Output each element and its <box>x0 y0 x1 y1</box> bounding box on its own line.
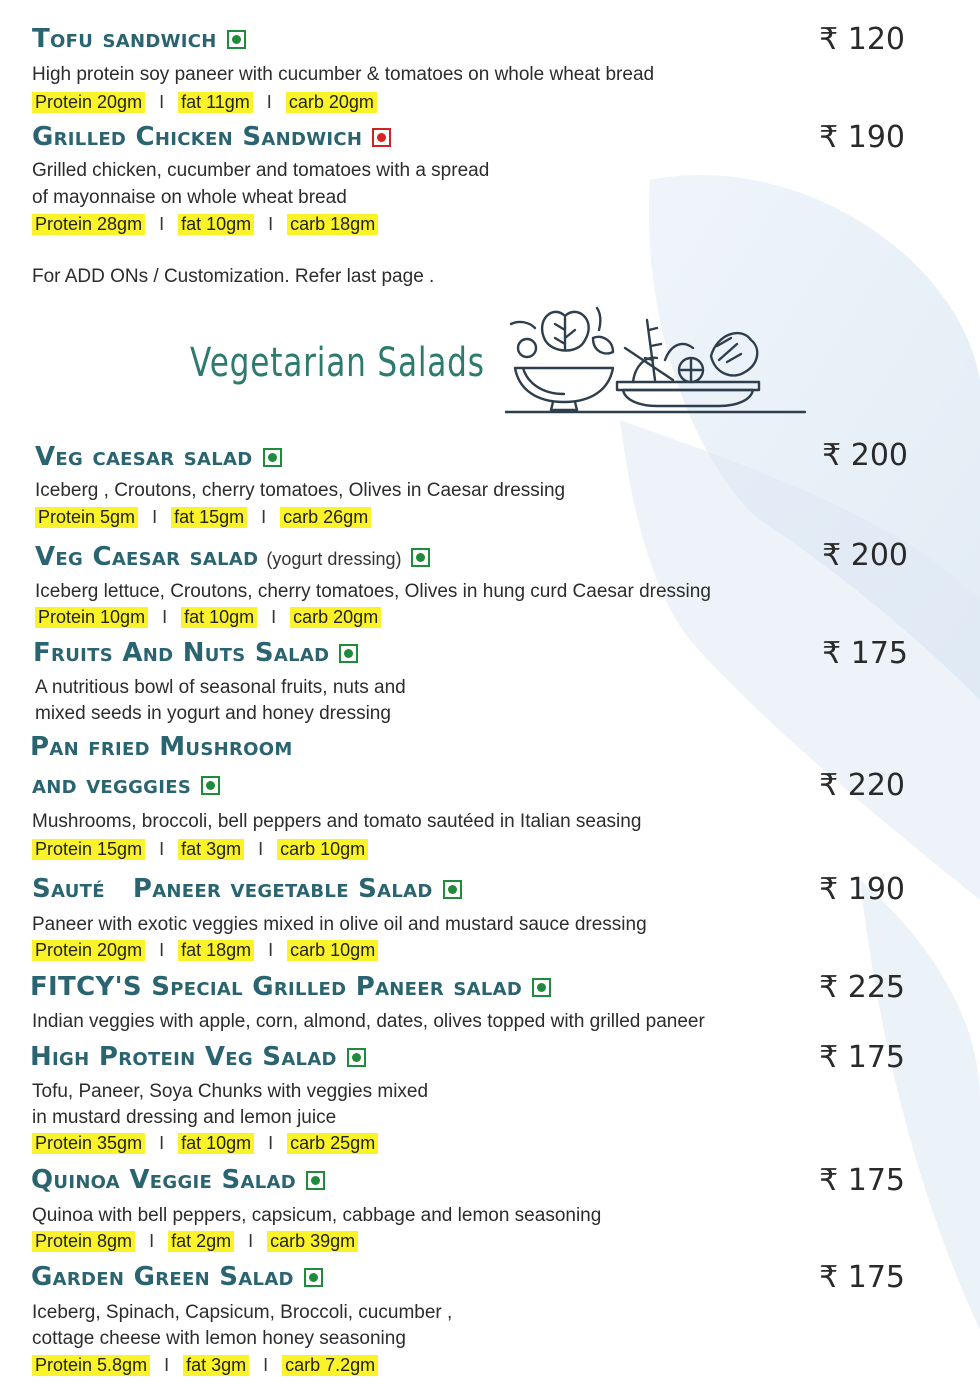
protein-value: Protein 10gm <box>35 607 148 628</box>
separator: I <box>162 607 168 627</box>
protein-value: Protein 35gm <box>32 1133 145 1154</box>
item-title: Tofu sandwich <box>32 24 217 54</box>
separator: I <box>268 940 274 960</box>
separator: I <box>271 607 277 627</box>
item-description: in mustard dressing and lemon juice <box>32 1107 337 1128</box>
item-description: High protein soy paneer with cucumber & tomatoes on whole wheat bread <box>32 64 655 85</box>
carb-value: carb 7.2gm <box>282 1355 378 1376</box>
item-macros <box>35 507 371 528</box>
item-description: cottage cheese with lemon honey seasoning <box>32 1328 406 1349</box>
separator: I <box>159 1133 165 1153</box>
veg-mark-icon <box>532 978 551 997</box>
non-veg-mark-icon <box>372 128 391 147</box>
fat-value: fat 10gm <box>178 1133 254 1154</box>
fat-value: fat 11gm <box>178 92 253 113</box>
fat-value: fat 3gm <box>178 839 244 860</box>
item-description: Mushrooms, broccoli, bell peppers and tomato sautéed in Italian seasing <box>32 811 642 832</box>
separator: I <box>159 214 165 234</box>
carb-value: carb 39gm <box>267 1231 358 1252</box>
item-title: Quinoa Veggie Salad <box>31 1165 296 1195</box>
separator: I <box>149 1231 155 1251</box>
veg-mark-icon <box>201 776 220 795</box>
item-price: ₹ 200 <box>822 438 908 473</box>
carb-value: carb 25gm <box>287 1133 378 1154</box>
item-description: mixed seeds in yogurt and honey dressing <box>35 703 391 724</box>
item-description: Paneer with exotic veggies mixed in olive oil and mustard sauce dressing <box>32 914 647 935</box>
fat-value: fat 2gm <box>168 1231 234 1252</box>
item-description: A nutritious bowl of seasonal fruits, nuts and <box>35 677 406 698</box>
carb-value: carb 10gm <box>287 940 378 961</box>
separator: I <box>164 1355 170 1375</box>
item-macros <box>32 1133 378 1154</box>
item-description: Grilled chicken, cucumber and tomatoes with a spread <box>32 160 490 181</box>
fat-value: fat 15gm <box>171 507 247 528</box>
carb-value: carb 20gm <box>290 607 381 628</box>
protein-value: Protein 20gm <box>32 92 145 113</box>
item-title: Garden Green Salad <box>31 1262 294 1292</box>
item-price: ₹ 200 <box>822 538 908 573</box>
addon-note: For ADD ONs / Customization. Refer last page . <box>32 266 435 287</box>
item-description: Quinoa with bell peppers, capsicum, cabbage and lemon seasoning <box>32 1205 602 1226</box>
fat-value: fat 10gm <box>181 607 257 628</box>
separator: I <box>159 940 165 960</box>
item-price: ₹ 175 <box>819 1260 905 1295</box>
separator: I <box>266 92 272 112</box>
item-price: ₹ 225 <box>819 970 905 1005</box>
item-title-note: (yogurt dressing) <box>266 548 402 569</box>
separator: I <box>268 214 274 234</box>
separator: I <box>263 1355 269 1375</box>
item-description: Indian veggies with apple, corn, almond, dates, olives topped with grilled paneer <box>32 1011 705 1032</box>
veg-mark-icon <box>304 1268 323 1287</box>
item-macros <box>32 92 377 113</box>
separator: I <box>248 1231 254 1251</box>
carb-value: carb 26gm <box>280 507 371 528</box>
protein-value: Protein 8gm <box>32 1231 135 1252</box>
separator: I <box>261 507 267 527</box>
item-description: Tofu, Paneer, Soya Chunks with veggies mixed <box>32 1081 429 1102</box>
item-description: of mayonnaise on whole wheat bread <box>32 187 347 208</box>
fat-value: fat 3gm <box>183 1355 249 1376</box>
item-macros <box>32 839 368 860</box>
item-price: ₹ 220 <box>819 768 905 803</box>
item-description: Iceberg , Croutons, cherry tomatoes, Olives in Caesar dressing <box>35 480 566 501</box>
veg-mark-icon <box>347 1048 366 1067</box>
protein-value: Protein 28gm <box>32 214 145 235</box>
fat-value: fat 10gm <box>178 214 254 235</box>
protein-value: Protein 20gm <box>32 940 145 961</box>
protein-value: Protein 15gm <box>32 839 145 860</box>
item-price: ₹ 190 <box>819 120 905 155</box>
item-price: ₹ 175 <box>819 1163 905 1198</box>
carb-value: carb 18gm <box>287 214 378 235</box>
item-title: High Protein Veg Salad <box>30 1042 337 1072</box>
item-price: ₹ 190 <box>819 872 905 907</box>
separator: I <box>159 839 165 859</box>
item-title: Fruits And Nuts Salad <box>33 638 330 668</box>
protein-value: Protein 5.8gm <box>32 1355 150 1376</box>
item-price: ₹ 175 <box>819 1040 905 1075</box>
item-title: Sauté Paneer vegetable Salad <box>32 874 433 904</box>
item-price: ₹ 120 <box>819 22 905 57</box>
separator: I <box>258 839 264 859</box>
salad-bowl-icon <box>505 300 815 420</box>
item-title: FITCY'S Special Grilled Paneer salad <box>30 972 523 1002</box>
fat-value: fat 18gm <box>178 940 254 961</box>
item-price: ₹ 175 <box>822 636 908 671</box>
veg-mark-icon <box>263 448 282 467</box>
carb-value: carb 20gm <box>286 92 377 113</box>
veg-mark-icon <box>306 1171 325 1190</box>
item-description: Iceberg lettuce, Croutons, cherry tomatoes, Olives in hung curd Caesar dressing <box>35 581 711 602</box>
item-title: Veg Caesar salad <box>35 542 259 572</box>
item-macros <box>32 940 378 961</box>
item-macros <box>32 1355 378 1376</box>
veg-mark-icon <box>227 30 246 49</box>
section-title: Vegetarian Salads <box>190 340 485 386</box>
item-macros <box>32 1231 358 1252</box>
separator: I <box>268 1133 274 1153</box>
veg-mark-icon <box>443 880 462 899</box>
item-title: Pan fried Mushroom <box>30 732 293 762</box>
separator: I <box>159 92 165 112</box>
item-title: Grilled Chicken Sandwich <box>32 122 363 152</box>
protein-value: Protein 5gm <box>35 507 138 528</box>
item-macros <box>32 214 378 235</box>
item-description: Iceberg, Spinach, Capsicum, Broccoli, cucumber , <box>32 1302 453 1323</box>
item-title: Veg caesar salad <box>35 442 253 472</box>
veg-mark-icon <box>411 548 430 567</box>
veg-mark-icon <box>339 644 358 663</box>
carb-value: carb 10gm <box>277 839 368 860</box>
separator: I <box>152 507 158 527</box>
item-macros <box>35 607 381 628</box>
item-title: and vegggies <box>32 770 192 800</box>
